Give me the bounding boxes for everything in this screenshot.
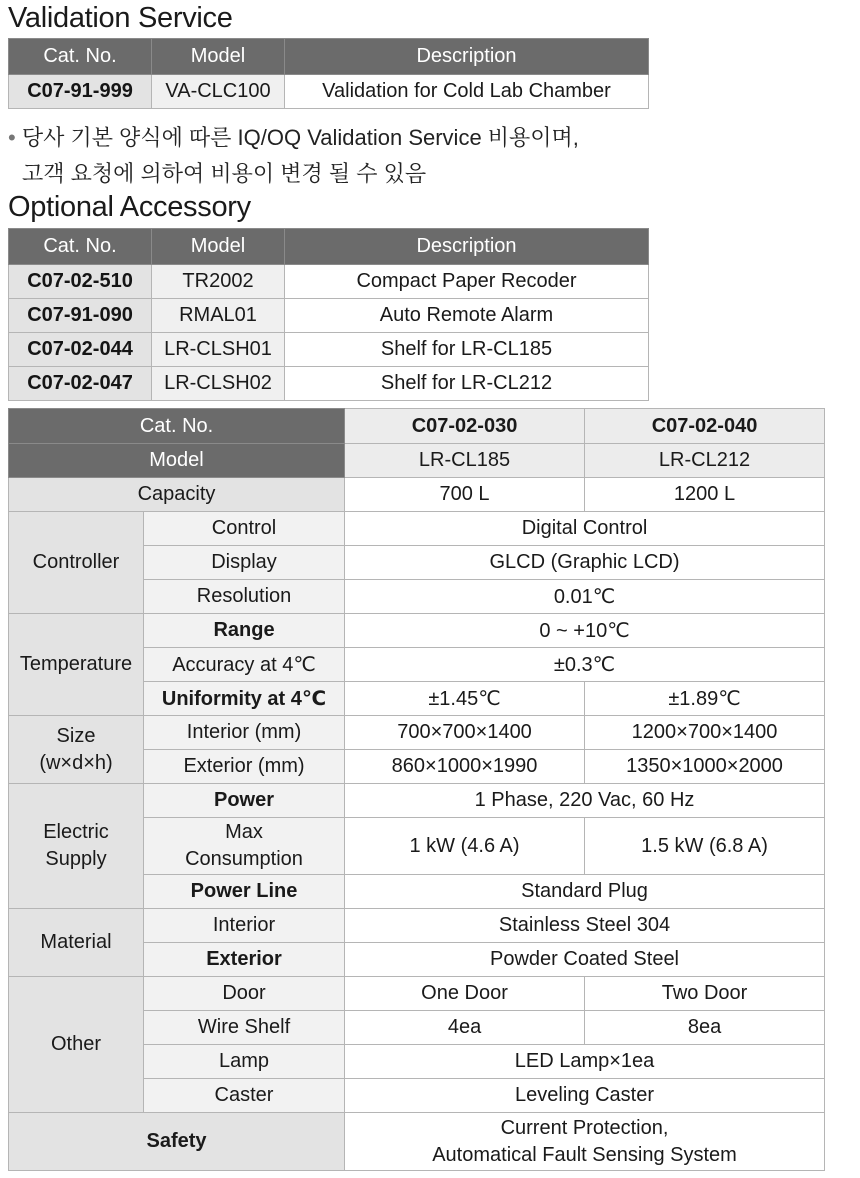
control-value: Digital Control xyxy=(345,512,825,546)
cat-b: C07-02-040 xyxy=(585,409,825,444)
size-line-1: Size xyxy=(56,724,96,747)
safety-value xyxy=(345,1113,825,1171)
cat-no-cell: C07-91-999 xyxy=(9,75,152,109)
validation-table xyxy=(8,38,649,109)
capacity-a: 700 L xyxy=(345,478,585,512)
cat-no-cell: C07-02-044 xyxy=(9,333,152,367)
capacity-label: Capacity xyxy=(9,478,345,512)
table-row xyxy=(9,299,649,333)
uniformity-b: ±1.89℃ xyxy=(585,682,825,716)
model-cell: LR-CLSH02 xyxy=(152,367,285,401)
uniformity-a: ±1.45℃ xyxy=(345,682,585,716)
exterior-size-label: Exterior (mm) xyxy=(144,750,345,784)
accessory-title: Optional Accessory xyxy=(8,191,251,223)
spec-row-material-interior xyxy=(9,909,825,943)
lamp-label: Lamp xyxy=(144,1045,345,1079)
uniformity-label: Uniformity at 4℃ xyxy=(144,682,345,716)
electric-line-2: Supply xyxy=(45,848,107,870)
spec-table xyxy=(8,408,825,1171)
model-cell: LR-CLSH01 xyxy=(152,333,285,367)
display-label: Display xyxy=(144,546,345,580)
caster-value: Leveling Caster xyxy=(345,1079,825,1113)
safety-line-2: Automatical Fault Sensing System xyxy=(432,1143,737,1166)
max-consumption-label xyxy=(144,818,345,875)
model-b: LR-CL212 xyxy=(585,444,825,478)
note-line-1: 당사 기본 양식에 따른 IQ/OQ Validation Service 비용이며, xyxy=(21,125,579,150)
table-row xyxy=(9,367,649,401)
accuracy-label: Accuracy at 4℃ xyxy=(144,648,345,682)
group-material: Material xyxy=(9,909,144,977)
spec-row-door xyxy=(9,977,825,1011)
spec-row-range xyxy=(9,614,825,648)
display-value: GLCD (Graphic LCD) xyxy=(345,546,825,580)
accessory-table xyxy=(8,228,649,401)
spec-row-model xyxy=(9,444,825,478)
material-interior-label: Interior xyxy=(144,909,345,943)
material-interior-value: Stainless Steel 304 xyxy=(345,909,825,943)
model-cell: TR2002 xyxy=(152,265,285,299)
group-size xyxy=(9,716,144,784)
note-line-2: 고객 요청에 의하여 비용이 변경 될 수 있음 xyxy=(22,161,427,186)
shelf-b: 8ea xyxy=(585,1011,825,1045)
description-cell: Shelf for LR-CL212 xyxy=(285,367,649,401)
material-exterior-value: Powder Coated Steel xyxy=(345,943,825,977)
cat-no-cell: C07-91-090 xyxy=(9,299,152,333)
resolution-label: Resolution xyxy=(144,580,345,614)
header-description: Description xyxy=(285,229,649,265)
spec-row-interior-size xyxy=(9,716,825,750)
cat-no-cell: C07-02-047 xyxy=(9,367,152,401)
resolution-value: 0.01℃ xyxy=(345,580,825,614)
table-row xyxy=(9,75,649,109)
powerline-label: Power Line xyxy=(144,875,345,909)
table-row xyxy=(9,265,649,299)
spec-row-safety xyxy=(9,1113,825,1171)
description-cell: Shelf for LR-CL185 xyxy=(285,333,649,367)
model-label: Model xyxy=(9,444,345,478)
interior-size-a: 700×700×1400 xyxy=(345,716,585,750)
exterior-size-a: 860×1000×1990 xyxy=(345,750,585,784)
cat-no-cell: C07-02-510 xyxy=(9,265,152,299)
max-a: 1 kW (4.6 A) xyxy=(345,818,585,875)
safety-label: Safety xyxy=(9,1113,345,1171)
size-line-2: (w×d×h) xyxy=(39,751,113,774)
interior-size-label: Interior (mm) xyxy=(144,716,345,750)
exterior-size-b: 1350×1000×2000 xyxy=(585,750,825,784)
capacity-b: 1200 L xyxy=(585,478,825,512)
powerline-value: Standard Plug xyxy=(345,875,825,909)
group-other: Other xyxy=(9,977,144,1113)
control-label: Control xyxy=(144,512,345,546)
max-b: 1.5 kW (6.8 A) xyxy=(585,818,825,875)
safety-line-1: Current Protection, xyxy=(500,1116,669,1139)
door-b: Two Door xyxy=(585,977,825,1011)
header-model: Model xyxy=(152,39,285,75)
header-model: Model xyxy=(152,229,285,265)
spec-row-cat xyxy=(9,409,825,444)
range-value: 0 ~ +10℃ xyxy=(345,614,825,648)
group-electric xyxy=(9,784,144,909)
description-cell: Validation for Cold Lab Chamber xyxy=(285,75,649,109)
cat-a: C07-02-030 xyxy=(345,409,585,444)
shelf-a: 4ea xyxy=(345,1011,585,1045)
table-row xyxy=(9,333,649,367)
caster-label: Caster xyxy=(144,1079,345,1113)
description-cell: Auto Remote Alarm xyxy=(285,299,649,333)
model-cell: RMAL01 xyxy=(152,299,285,333)
door-a: One Door xyxy=(345,977,585,1011)
header-cat-no: Cat. No. xyxy=(9,39,152,75)
max-line-1: Max xyxy=(225,821,263,843)
material-exterior-label: Exterior xyxy=(144,943,345,977)
bullet-icon: • xyxy=(8,125,16,150)
power-value: 1 Phase, 220 Vac, 60 Hz xyxy=(345,784,825,818)
description-cell: Compact Paper Recoder xyxy=(285,265,649,299)
spec-row-capacity xyxy=(9,478,825,512)
header-description: Description xyxy=(285,39,649,75)
group-temperature: Temperature xyxy=(9,614,144,716)
accuracy-value: ±0.3℃ xyxy=(345,648,825,682)
lamp-value: LED Lamp×1ea xyxy=(345,1045,825,1079)
group-controller: Controller xyxy=(9,512,144,614)
spec-row-power xyxy=(9,784,825,818)
range-label: Range xyxy=(144,614,345,648)
cat-no-label: Cat. No. xyxy=(9,409,345,444)
model-cell: VA-CLC100 xyxy=(152,75,285,109)
model-a: LR-CL185 xyxy=(345,444,585,478)
door-label: Door xyxy=(144,977,345,1011)
electric-line-1: Electric xyxy=(43,821,109,843)
power-label: Power xyxy=(144,784,345,818)
validation-note xyxy=(8,120,579,192)
shelf-label: Wire Shelf xyxy=(144,1011,345,1045)
interior-size-b: 1200×700×1400 xyxy=(585,716,825,750)
spec-row-control xyxy=(9,512,825,546)
max-line-2: Consumption xyxy=(185,848,303,870)
validation-title: Validation Service xyxy=(8,2,233,34)
table-header-row xyxy=(9,229,649,265)
table-header-row xyxy=(9,39,649,75)
header-cat-no: Cat. No. xyxy=(9,229,152,265)
